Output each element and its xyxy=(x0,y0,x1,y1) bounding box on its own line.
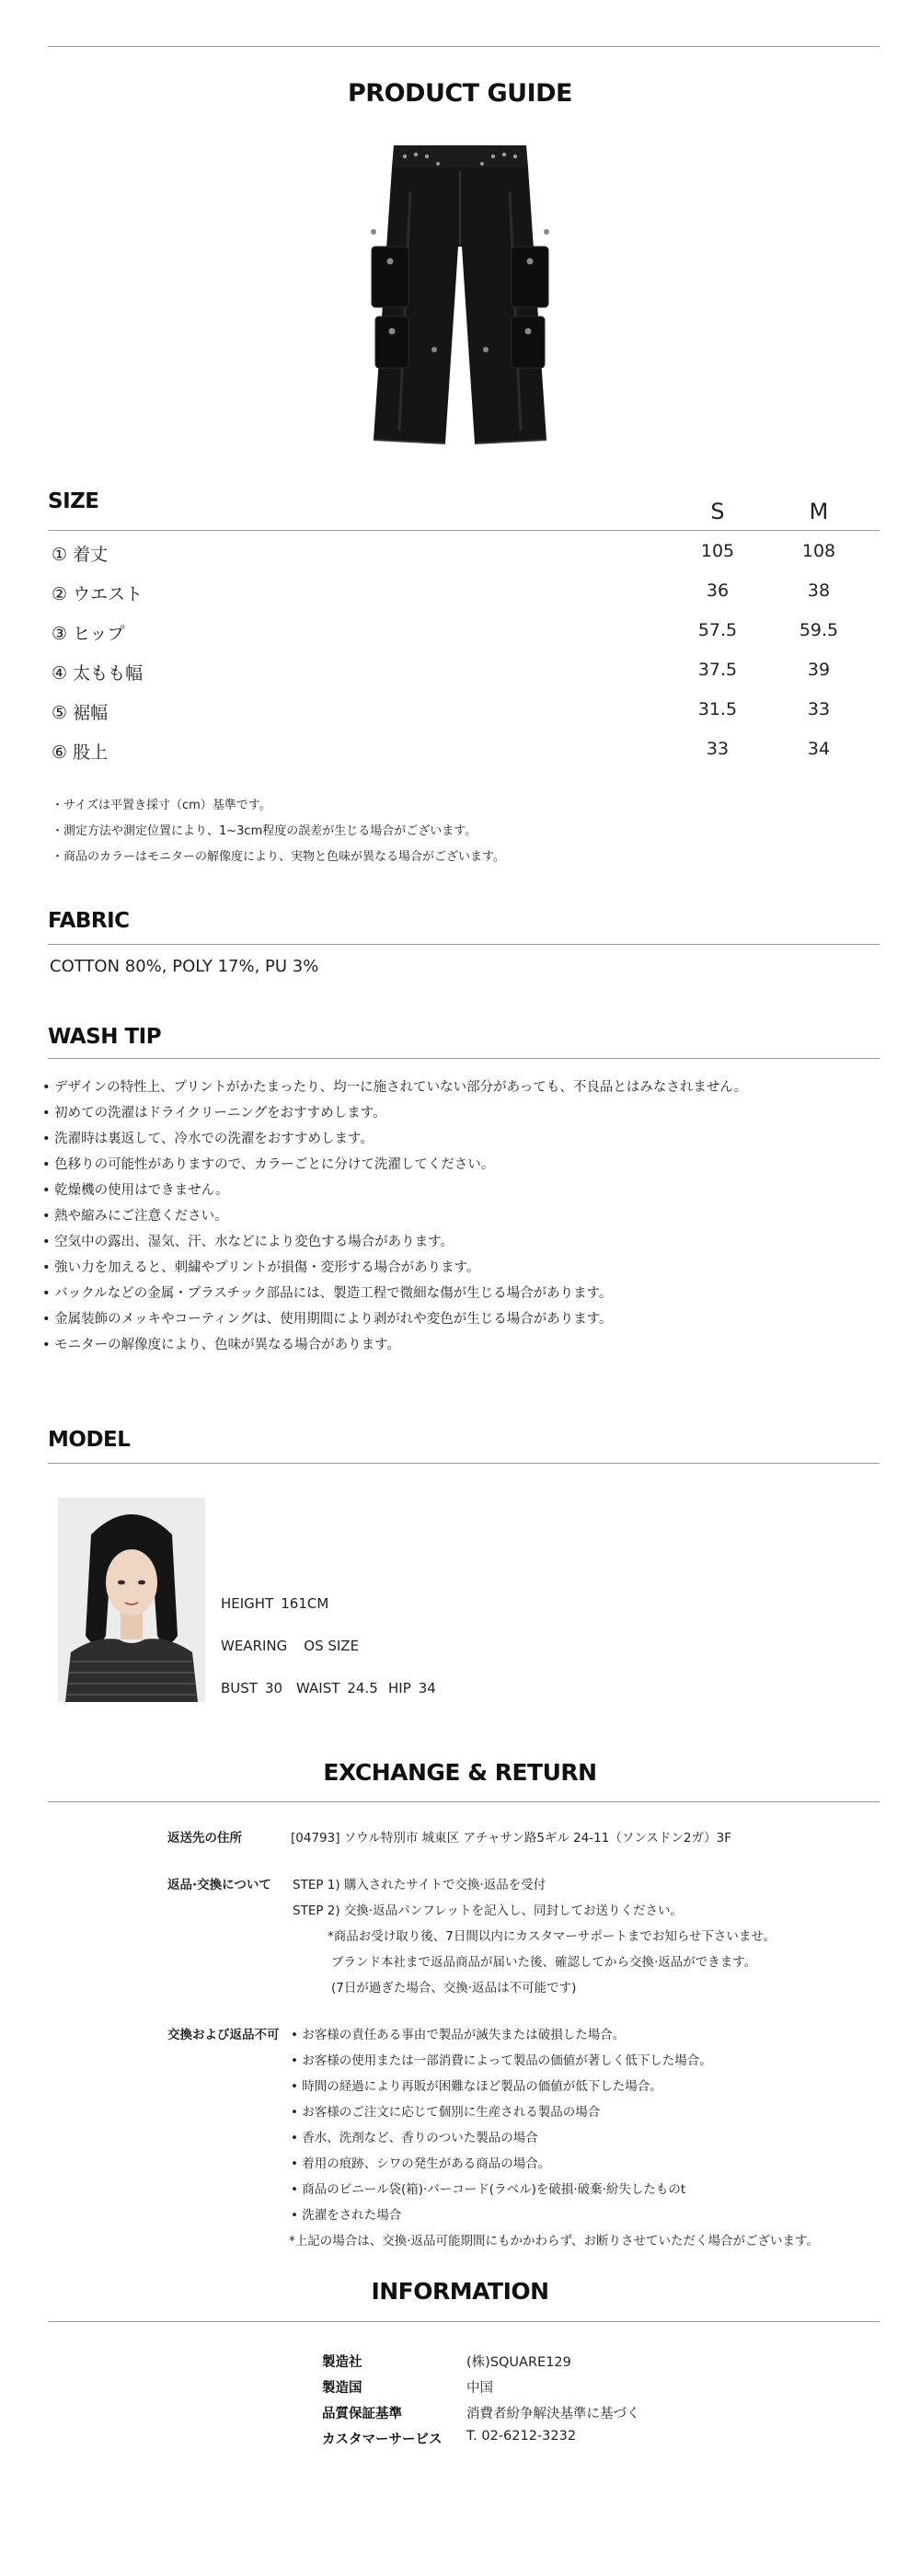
info-value-manufacturer: (株)SQUARE129 xyxy=(466,2355,571,2370)
size-row-label: ② ウエスト xyxy=(52,584,144,604)
fabric-composition: COTTON 80%, POLY 17%, PU 3% xyxy=(50,957,319,976)
no-return-item: • 商品のビニール袋(箱)·バーコード(ラベル)を破損·破棄·紛失したものt xyxy=(291,2182,686,2197)
model-divider xyxy=(48,1463,880,1464)
model-height xyxy=(221,1595,328,1612)
no-return-item: • お客様の使用または一部消費によって製品の価値が著しく低下した場合。 xyxy=(291,2053,712,2068)
size-value-m: 38 xyxy=(807,581,831,601)
info-value-quality: 消費者紛争解決基準に基づく xyxy=(466,2407,640,2421)
size-row xyxy=(48,699,880,740)
model-bust xyxy=(221,1680,282,1696)
size-note: ・サイズは平置き採寸（cm）基準です。 xyxy=(52,799,271,812)
size-value-s: 31.5 xyxy=(697,699,738,719)
model-waist-value: 24.5 xyxy=(347,1680,378,1696)
model-waist-label: WAIST xyxy=(296,1680,340,1696)
exchange-divider xyxy=(48,1801,880,1802)
size-note: ・商品のカラーはモニターの解像度により、実物と色味が異なる場合がございます。 xyxy=(52,850,505,864)
size-value-s: 36 xyxy=(706,581,730,601)
size-row xyxy=(48,739,880,779)
size-row-label: ④ 太もも幅 xyxy=(52,663,144,684)
model-hip xyxy=(388,1680,436,1696)
wash-tip-item: • モニターの解像度により、色味が異なる場合があります。 xyxy=(42,1338,400,1352)
no-return-item: • 香水、洗剤など、香りのついた製品の場合 xyxy=(291,2131,538,2145)
exchange-step: ブランド本社まで返品商品が届いた後、確認してから交換·返品ができます。 xyxy=(331,1955,757,1970)
wash-tip-item: • 強い力を加えると、刺繍やプリントが損傷・変形する場合があります。 xyxy=(42,1260,480,1275)
return-address-label: 返送先の住所 xyxy=(167,1831,242,1846)
product-guide-title: PRODUCT GUIDE xyxy=(348,79,572,108)
model-bust-value: 30 xyxy=(264,1680,283,1696)
size-value-s: 57.5 xyxy=(697,620,738,640)
size-row xyxy=(48,620,880,661)
model-wearing-label: WEARING xyxy=(221,1638,288,1654)
no-return-disclaimer: *上記の場合は、交換·返品可能期間にもかかわらず、お断りさせていただく場合がございます。 xyxy=(289,2234,819,2248)
information-divider xyxy=(48,2321,880,2322)
wash-tip-item: • 洗濯時は裏返して、冷水での洗濯をおすすめします。 xyxy=(42,1132,374,1146)
size-row-label: ③ ヒップ xyxy=(52,624,125,644)
no-return-label: 交換および返品不可 xyxy=(167,2028,280,2042)
exchange-process-label: 返品·交換について xyxy=(167,1878,271,1892)
model-height-value: 161CM xyxy=(281,1595,329,1612)
top-divider xyxy=(48,46,880,47)
info-key-customer-service: カスタマーサービス xyxy=(322,2432,443,2447)
model-wearing xyxy=(221,1638,359,1654)
info-value-customer-service: T. 02-6212-3232 xyxy=(466,2429,577,2444)
wash-tip-item: • 初めての洗濯はドライクリーニングをおすすめします。 xyxy=(42,1106,386,1121)
wash-tip-item: • 乾燥機の使用はできません。 xyxy=(42,1183,229,1198)
model-height-label: HEIGHT xyxy=(221,1595,274,1612)
exchange-step: *商品お受け取り後、7日間以内にカスタマーサポートまでお知らせ下さいませ。 xyxy=(328,1929,776,1944)
wash-tip-item: • 色移りの可能性がありますので、カラーごとに分けて洗濯してください。 xyxy=(42,1157,495,1172)
size-value-m: 59.5 xyxy=(799,620,839,640)
wash-tip-item: • バックルなどの金属・プラスチック部品には、製造工程で微細な傷が生じる場合があります。 xyxy=(42,1286,613,1301)
wash-tip-item: • 空気中の露出、湿気、汗、水などにより変色する場合があります。 xyxy=(42,1235,454,1249)
information-title: INFORMATION xyxy=(371,2278,549,2305)
wash-tip-item: • 金属装飾のメッキやコーティングは、使用期間により剥がれや変色が生じる場合があります。 xyxy=(42,1312,613,1327)
model-hip-value: 34 xyxy=(418,1680,436,1696)
exchange-title: EXCHANGE & RETURN xyxy=(323,1759,597,1786)
no-return-item: • お客様のご注文に応じて個別に生産される製品の場合 xyxy=(291,2105,601,2120)
size-title: SIZE xyxy=(48,489,99,513)
size-row-label: ⑥ 股上 xyxy=(52,742,109,763)
size-value-s: 37.5 xyxy=(697,660,738,680)
size-header-m: M xyxy=(809,499,829,524)
size-value-m: 39 xyxy=(807,660,831,680)
product-image-cargo-pants xyxy=(359,136,561,454)
size-value-m: 34 xyxy=(807,739,831,759)
model-photo xyxy=(58,1498,205,1702)
size-row-label: ⑤ 裾幅 xyxy=(52,703,109,723)
no-return-item: • 時間の経過により再販が困難なほど製品の価値が低下した場合。 xyxy=(291,2079,662,2094)
wash-tip-item: • デザインの特性上、プリントがかたまったり、均一に施されていない部分があっても、不良品とはみなされません。 xyxy=(42,1080,748,1095)
model-waist xyxy=(296,1680,378,1696)
size-row xyxy=(48,660,880,700)
fabric-divider xyxy=(48,944,880,945)
wash-divider xyxy=(48,1058,880,1059)
info-key-quality: 品質保証基準 xyxy=(322,2407,402,2421)
no-return-item: • 洗濯をされた場合 xyxy=(291,2208,402,2223)
size-divider xyxy=(48,530,880,531)
model-wearing-value: OS SIZE xyxy=(304,1638,360,1654)
exchange-step: (7日が過ぎた場合、交換·返品は不可能です) xyxy=(331,1981,577,1995)
exchange-step: STEP 2) 交換·返品パンフレットを記入し、同封してお送りください。 xyxy=(293,1903,684,1918)
info-value-country: 中国 xyxy=(466,2381,493,2396)
wash-tip-title: WASH TIP xyxy=(48,1025,162,1049)
size-value-m: 33 xyxy=(807,699,831,719)
return-address: [04793] ソウル特別市 城東区 アチャサン路5ギル 24-11（ソンスドン2ガ）3F xyxy=(291,1831,732,1846)
size-value-m: 108 xyxy=(801,541,836,561)
size-row xyxy=(48,581,880,621)
model-title: MODEL xyxy=(48,1428,131,1452)
size-row xyxy=(48,541,880,581)
info-key-manufacturer: 製造社 xyxy=(322,2355,362,2370)
size-row-label: ① 着丈 xyxy=(52,545,109,565)
size-note: ・測定方法や測定位置により、1~3cm程度の誤差が生じる場合がございます。 xyxy=(52,824,477,838)
wash-tip-item: • 熱や縮みにご注意ください。 xyxy=(42,1209,228,1224)
fabric-title: FABRIC xyxy=(48,909,130,933)
size-header-s: S xyxy=(710,499,725,524)
size-value-s: 33 xyxy=(706,739,730,759)
info-key-country: 製造国 xyxy=(322,2381,362,2396)
model-bust-label: BUST xyxy=(221,1680,258,1696)
size-value-s: 105 xyxy=(700,541,735,561)
exchange-step: STEP 1) 購入されたサイトで交換·返品を受付 xyxy=(293,1878,546,1892)
no-return-item: • 着用の痕跡、シワの発生がある商品の場合。 xyxy=(291,2156,551,2171)
model-hip-label: HIP xyxy=(388,1680,411,1696)
no-return-item: • お客様の責任ある事由で製品が滅失または破損した場合。 xyxy=(291,2028,626,2042)
